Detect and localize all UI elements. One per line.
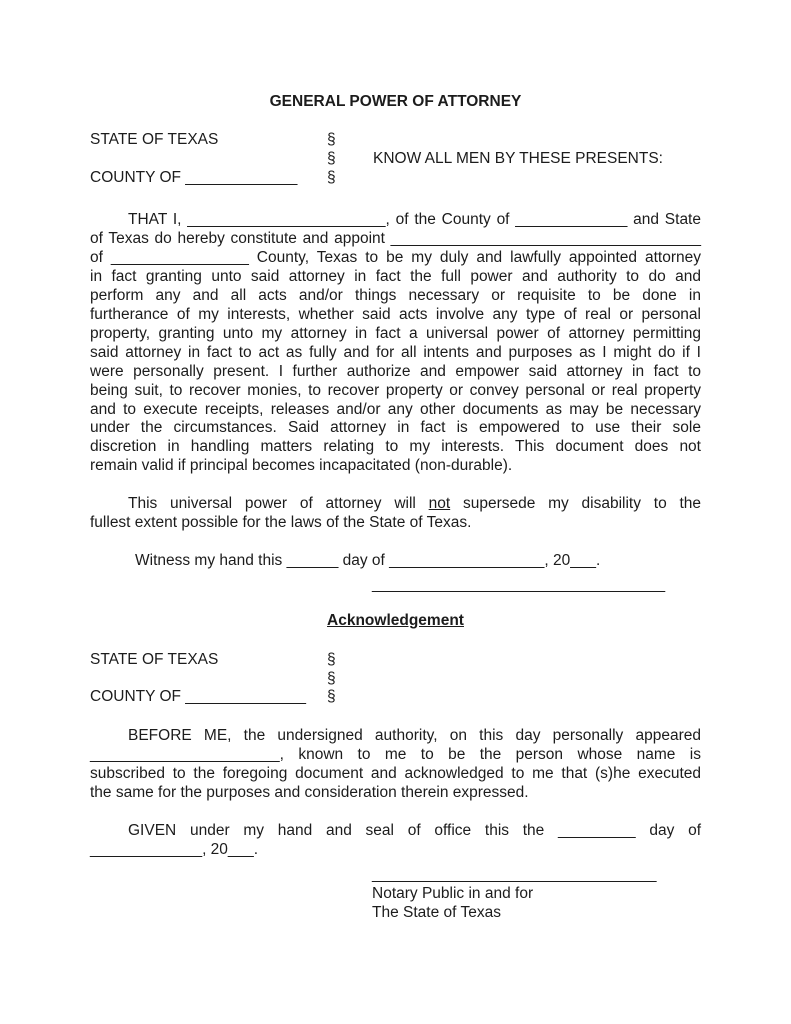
paragraph-line: furtherance of my interests, whether said acts involve any type of real or personal [90,306,701,323]
notary-title-line: Notary Public in and for [372,884,534,902]
acknowledgement-heading: Acknowledgement [327,611,464,629]
paragraph-line: property, granting unto my attorney in fact a universal power of attorney permitting [90,324,701,342]
venue-row [90,150,701,169]
section-symbol: § [327,688,336,706]
state-label: STATE OF TEXAS [90,650,219,668]
paragraph-line: subscribed to the foregoing document and acknowledged to me that (s)he executed [90,765,701,783]
paragraph-line: BEFORE ME, the undersigned authority, on this day personally appeared [128,727,701,745]
witness-line: Witness my hand this ______ day of __________________, 20___. [135,551,601,569]
paragraph-line: and to execute receipts, releases and/or any other documents as may be necessary [90,400,701,418]
paragraph-line: of Texas do hereby constitute and appoint ____________________________________ [90,230,701,248]
paragraph-line: discretion in handling matters relating to my interests. This document does not [90,438,701,456]
durability-paragraph [90,495,701,533]
paragraph-line: the same for the purposes and consideration therein expressed. [90,784,529,802]
notary-title-line: The State of Texas [372,903,501,921]
paragraph-line: This universal power of attorney will not supersede my disability to the [128,495,702,513]
paragraph-line: GIVEN under my hand and seal of office this the _________ day of [128,821,701,839]
venue-row [90,688,701,707]
appointment-paragraph [90,211,701,476]
paragraph-line: THAT I, _______________________, of the County of _____________ and State [128,211,701,229]
venue-block-top [90,131,701,188]
section-symbol: § [327,650,336,668]
county-label: COUNTY OF ______________ [90,688,306,706]
paragraph-line: said attorney in fact to act as fully and for all intents and purposes as I might do if I [90,343,701,361]
state-label: STATE OF TEXAS [90,130,219,148]
paragraph-line: of ________________ County, Texas to be my duly and lawfully appointed attorney [90,249,701,267]
paragraph-line: perform any and all acts and/or things necessary or requisite to be done in [90,287,701,305]
venue-row [90,651,701,670]
notary-signature-line: _________________________________ [372,865,657,883]
presents-label: KNOW ALL MEN BY THESE PRESENTS: [373,149,663,167]
document-title: GENERAL POWER OF ATTORNEY [269,93,522,110]
section-symbol: § [327,669,336,687]
paragraph-line: were personally present. I further authorize and empower said attorney in fact to [90,362,701,380]
venue-row [90,131,701,150]
paragraph-line: in fact granting unto said attorney in fact the full power and authority to do and [90,268,701,286]
paragraph-line: _____________, 20___. [90,840,259,858]
county-label: COUNTY OF _____________ [90,168,298,186]
paragraph-line: being suit, to recover monies, to recover property or convey personal or real property [90,381,701,399]
principal-signature-line: __________________________________ [372,575,666,593]
section-symbol: § [327,168,336,186]
notary-block [372,866,701,923]
paragraph-line: under the circumstances. Said attorney in fact is empowered to use their sole [90,419,701,437]
paragraph-line: remain valid if principal becomes incapacitated (non-durable). [90,457,513,475]
before-me-paragraph [90,727,701,803]
given-paragraph [90,822,701,860]
section-symbol: § [327,149,336,167]
section-symbol: § [327,130,336,148]
venue-row [90,670,701,689]
venue-row [90,169,701,188]
paragraph-line: fullest extent possible for the laws of the State of Texas. [90,514,472,532]
venue-block-acknowledgement [90,651,701,708]
paragraph-line: ______________________, known to me to be the person whose name is [90,746,701,764]
